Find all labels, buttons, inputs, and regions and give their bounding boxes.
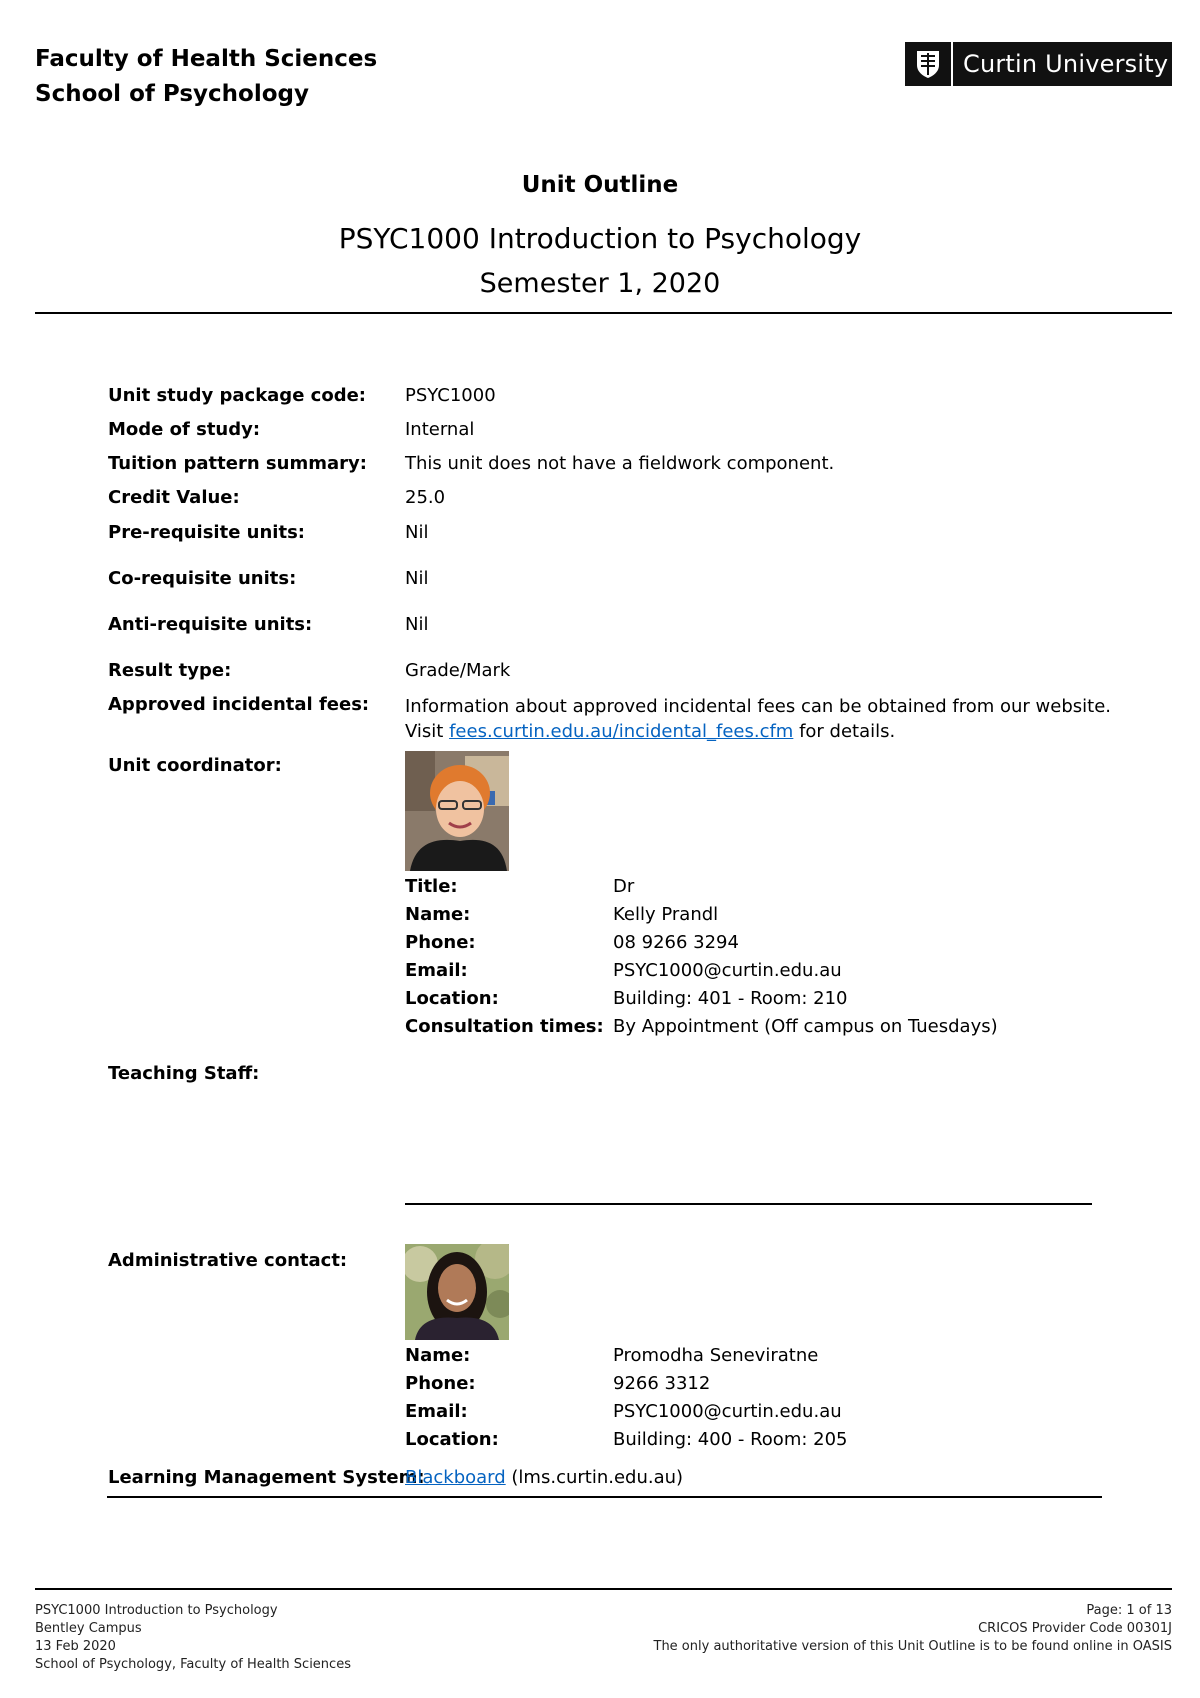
credit-value: 25.0 [405, 487, 446, 508]
prereq-value: Nil [405, 522, 429, 543]
package-code-value: PSYC1000 [405, 385, 496, 406]
footer-right [654, 1602, 1173, 1656]
fees-value [405, 694, 1111, 744]
lms-value [405, 1467, 683, 1488]
footer-school: School of Psychology, Faculty of Health Sciences [35, 1657, 351, 1672]
footer-left [35, 1602, 351, 1674]
coordinator-location: Building: 401 - Room: 210 [613, 988, 848, 1009]
footer-divider [35, 1588, 1172, 1590]
footer-page: Page: 1 of 13 [1086, 1603, 1172, 1618]
prereq-label: Pre-requisite units: [108, 522, 305, 543]
admin-photo [405, 1244, 509, 1340]
footer-date: 13 Feb 2020 [35, 1639, 116, 1654]
antireq-label: Anti-requisite units: [108, 614, 313, 635]
crest-icon [905, 42, 953, 86]
unit-outline-heading: Unit Outline [521, 172, 679, 198]
admin-label: Administrative contact: [108, 1250, 348, 1271]
fees-visit: Visit [405, 721, 450, 742]
admin-location: Building: 400 - Room: 205 [613, 1429, 848, 1450]
antireq-value: Nil [405, 614, 429, 635]
credit-label: Credit Value: [108, 487, 240, 508]
mode-label: Mode of study: [108, 419, 261, 440]
coordinator-phone: 08 9266 3294 [613, 932, 739, 953]
admin-name-label: Name: [405, 1345, 471, 1366]
tuition-value: This unit does not have a fieldwork component. [405, 453, 835, 474]
fees-link[interactable]: fees.curtin.edu.au/incidental_fees.cfm [449, 721, 794, 742]
footer-unit: PSYC1000 Introduction to Psychology [35, 1603, 278, 1618]
faculty-name: Faculty of Health Sciences [35, 46, 378, 72]
mode-value: Internal [405, 419, 475, 440]
result-value: Grade/Mark [405, 660, 511, 681]
coordinator-title-label: Title: [405, 876, 458, 897]
teaching-divider [405, 1203, 1092, 1205]
fees-label: Approved incidental fees: [108, 694, 370, 715]
coordinator-photo [405, 751, 509, 871]
coordinator-email: PSYC1000@curtin.edu.au [613, 960, 842, 981]
footer-authoritative: The only authoritative version of this Unit Outline is to be found online in OASIS [653, 1639, 1172, 1654]
coordinator-location-label: Location: [405, 988, 499, 1009]
fees-line: Information about approved incidental fees can be obtained from our website. [405, 696, 1111, 717]
coordinator-name-label: Name: [405, 904, 471, 925]
lms-suffix: (lms.curtin.edu.au) [505, 1467, 684, 1488]
admin-email: PSYC1000@curtin.edu.au [613, 1401, 842, 1422]
coordinator-name: Kelly Prandl [613, 904, 719, 925]
footer-cricos: CRICOS Provider Code 00301J [978, 1621, 1172, 1636]
result-label: Result type: [108, 660, 232, 681]
coreq-value: Nil [405, 568, 429, 589]
curtin-logo [905, 42, 1172, 86]
admin-phone-label: Phone: [405, 1373, 476, 1394]
teaching-staff-label: Teaching Staff: [108, 1063, 260, 1084]
package-code-label: Unit study package code: [108, 385, 366, 406]
unit-title: PSYC1000 Introduction to Psychology [338, 222, 862, 255]
coordinator-consult-label: Consultation times: [405, 1016, 604, 1037]
lms-label: Learning Management System: [108, 1467, 425, 1488]
coordinator-title: Dr [613, 876, 635, 897]
semester: Semester 1, 2020 [479, 268, 721, 299]
coordinator-label: Unit coordinator: [108, 755, 282, 776]
footer-campus: Bentley Campus [35, 1621, 142, 1636]
coordinator-consult: By Appointment (Off campus on Tuesdays) [613, 1016, 998, 1037]
coordinator-email-label: Email: [405, 960, 468, 981]
admin-location-label: Location: [405, 1429, 499, 1450]
admin-phone: 9266 3312 [613, 1373, 711, 1394]
coordinator-phone-label: Phone: [405, 932, 476, 953]
tuition-label: Tuition pattern summary: [108, 453, 367, 474]
blackboard-link[interactable]: Blackboard [405, 1467, 506, 1488]
faculty-heading [35, 42, 377, 112]
coreq-label: Co-requisite units: [108, 568, 297, 589]
fees-suffix: for details. [793, 721, 896, 742]
admin-name: Promodha Seneviratne [613, 1345, 819, 1366]
admin-email-label: Email: [405, 1401, 468, 1422]
fees-visit-line [405, 719, 1111, 744]
title-divider [35, 312, 1172, 314]
school-name: School of Psychology [35, 81, 309, 107]
university-name: Curtin University [963, 50, 1169, 78]
lms-divider [107, 1496, 1102, 1498]
